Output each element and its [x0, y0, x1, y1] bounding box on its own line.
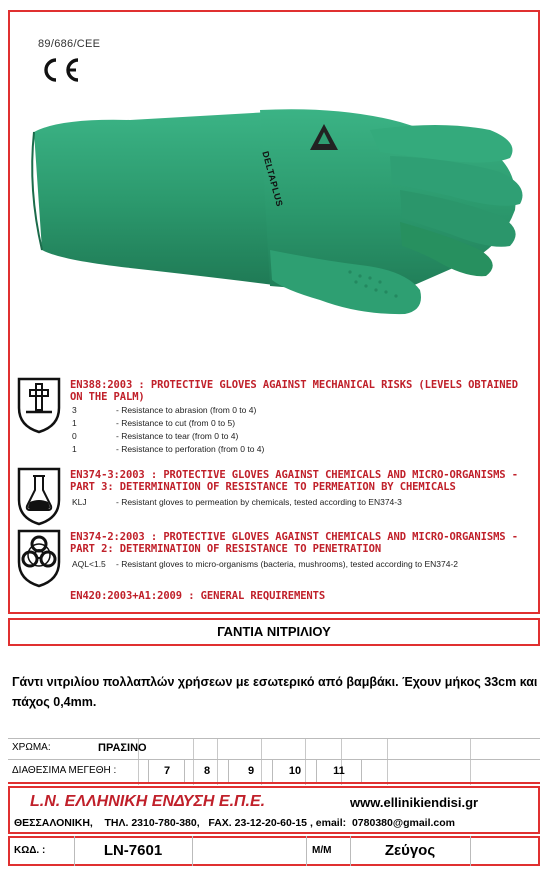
sizes-label: ΔΙΑΘΕΣΙΜΑ ΜΕΓΕΘΗ : — [12, 765, 117, 776]
row-text: - Resistance to abrasion (from 0 to 4) — [116, 405, 257, 415]
en374-3-row — [72, 496, 532, 509]
en374-3-rows — [72, 496, 532, 509]
row-code: 1 — [72, 444, 77, 454]
en374-2-rows — [72, 558, 542, 571]
color-value: ΠΡΑΣΙΝΟ — [98, 742, 147, 754]
mechanical-risk-shield-icon — [16, 376, 62, 439]
en388-row — [72, 417, 532, 430]
code-value: LN-7601 — [103, 842, 163, 859]
ce-mark-icon — [38, 56, 82, 89]
code-label: ΚΩΔ. : — [14, 845, 46, 856]
size-option: 11 — [316, 760, 362, 782]
sizes-row — [8, 759, 540, 784]
en388-row — [72, 443, 532, 456]
row-code: 1 — [72, 418, 77, 428]
row-text: - Resistant gloves to micro-organisms (bacteria, mushrooms), tested according to EN374-2 — [116, 559, 459, 569]
row-text: - Resistance to cut (from 0 to 5) — [116, 418, 236, 428]
en374-2-row — [72, 558, 542, 571]
en420-general: EN420:2003+A1:2009 : GENERAL REQUIREMENTS — [70, 590, 326, 602]
row-code: 3 — [72, 405, 77, 415]
grid-line — [470, 836, 471, 866]
code-row — [8, 836, 540, 866]
size-option: 7 — [148, 760, 185, 782]
en388-rows — [72, 404, 532, 456]
color-label: ΧΡΩΜΑ: — [12, 742, 51, 753]
company-name: L.N. ΕΛΛΗΝΙΚΗ ΕΝΔΥΣΗ Ε.Π.Ε. — [30, 793, 266, 810]
row-code: AQL<1.5 — [72, 559, 106, 569]
en388-row — [72, 430, 532, 443]
en374-3-title: EN374-3:2003 : PROTECTIVE GLOVES AGAINST CHEMICALS AND MICRO-ORGANISMS - PART 3: DETERMINATION OF RESISTANCE TO PERMEATION BY CHEMICALS — [70, 469, 518, 493]
unit-value: Ζεύγος — [384, 842, 436, 859]
chemical-flask-shield-icon — [16, 466, 62, 531]
row-text: - Resistant gloves to permeation by chemicals, tested according to EN374-3 — [116, 497, 402, 507]
glove-image — [20, 100, 540, 335]
company-website[interactable]: www.ellinikiendisi.gr — [350, 795, 479, 810]
product-title: ΓΑΝΤΙΑ ΝΙΤΡΙΛΙΟΥ — [217, 624, 331, 639]
row-text: - Resistance to perforation (from 0 to 4) — [116, 444, 265, 454]
grid-line — [306, 836, 307, 866]
product-description: Γάντι νιτριλίου πολλαπλών χρήσεων με εσωτερικό από βαμβάκι. Έχουν μήκος 33cm και πάχος 0,4mm. — [12, 675, 538, 709]
en388-row — [72, 404, 532, 417]
en388-title: EN388:2003 : PROTECTIVE GLOVES AGAINST MECHANICAL RISKS (LEVELS OBTAINED ON THE PALM) — [70, 379, 518, 403]
directive-text: 89/686/CEE — [38, 38, 101, 50]
company-contact: ΘΕΣΣΑΛΟΝΙΚΗ, ΤΗΛ. 2310-780-380, FAX. 23-12-20-60-15 , email: 0780380@gmail.com — [14, 817, 456, 829]
grid-line — [192, 836, 193, 866]
unit-label: Μ/Μ — [312, 845, 332, 856]
row-code: 0 — [72, 431, 77, 441]
biohazard-shield-icon — [16, 528, 62, 593]
size-option: 10 — [272, 760, 317, 782]
size-option: 9 — [228, 760, 273, 782]
size-option: 8 — [184, 760, 229, 782]
row-code: KLJ — [72, 497, 87, 507]
row-text: - Resistance to tear (from 0 to 4) — [116, 431, 239, 441]
glove-brand-label: DELTAPLUS — [260, 150, 285, 208]
en374-2-title: EN374-2:2003 : PROTECTIVE GLOVES AGAINST CHEMICALS AND MICRO-ORGANISMS - PART 2: DETERMINATION OF RESISTANCE TO PENETRATION — [70, 531, 518, 555]
